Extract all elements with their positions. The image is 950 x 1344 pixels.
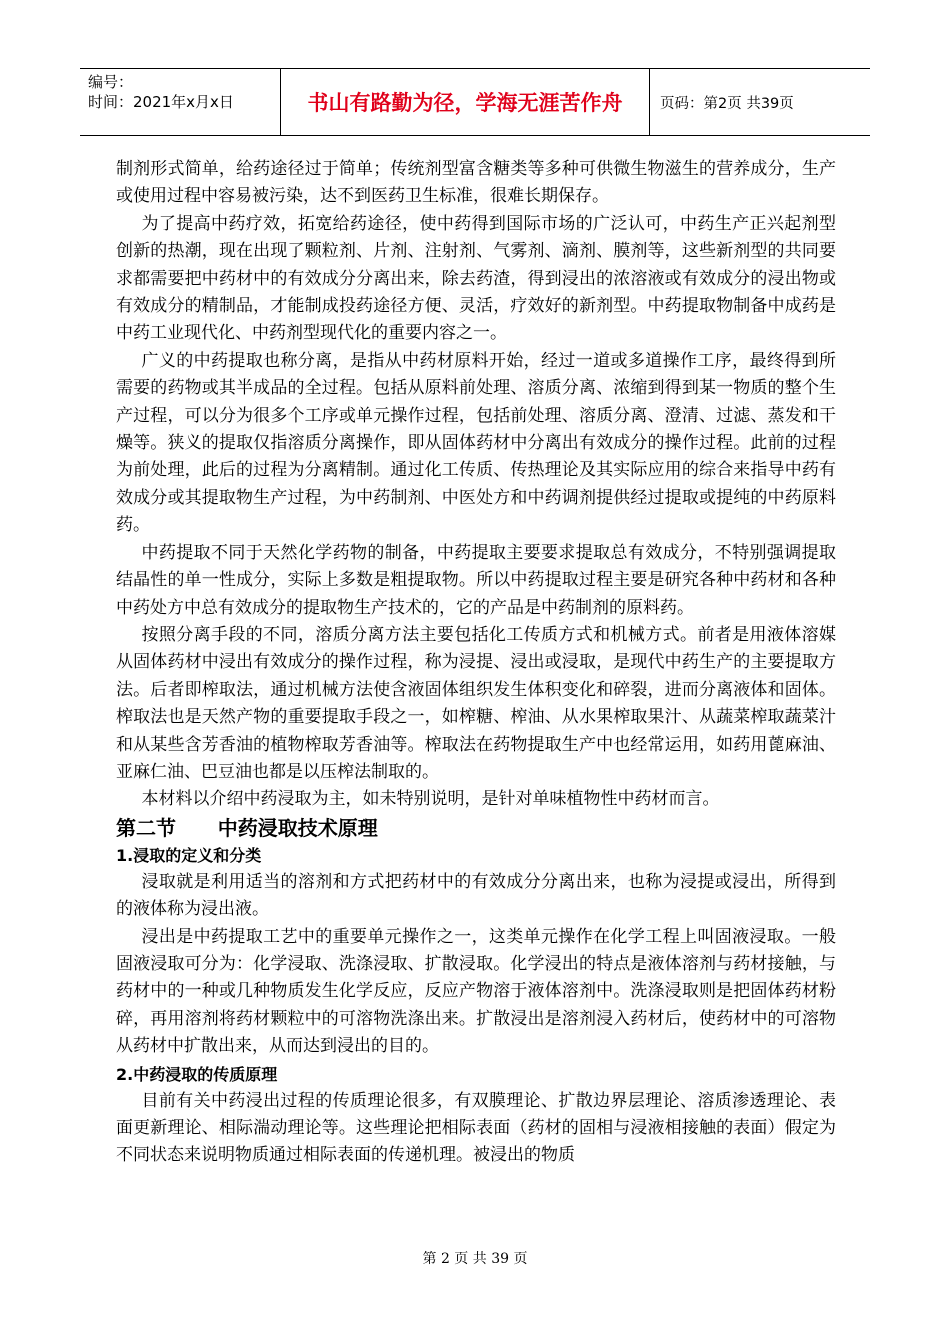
- header-motto: 书山有路勤为径，学海无涯苦作舟: [280, 69, 650, 135]
- subsection-heading: 2.中药浸取的传质原理: [116, 1064, 278, 1084]
- paragraph: 广义的中药提取也称分离，是指从中药材原料开始，经过一道或多道操作工序，最终得到所需要的药物或其半成品的全过程。包括从原料前处理、溶质分离、浓缩到得到某一物质的整个生产过程，可以分为很多个工序或单元操作过程，包括前处理、溶质分离、澄清、过滤、蒸发和干燥等。狭义的提取仅指溶质分离操作，即从固体药材中分离出有效成分的操作过程。此前的过程为前处理，此后的过程为分离精制。通过化工传质、传热理论及其实际应用的综合来指导中药有效成分或其提取物生产过程，为中药制剂、中医处方和中药调剂提供经过提取或提纯的中药原料药。: [116, 350, 836, 536]
- paragraph: 制剂形式简单，给药途径过于简单；传统剂型富含糖类等多种可供微生物滋生的营养成分，生产或使用过程中容易被污染，达不到医药卫生标准，很难长期保存。: [116, 159, 836, 207]
- header-page-info: 页码：第2页 共39页: [660, 95, 794, 112]
- paragraph: 目前有关中药浸出过程的传质理论很多，有双膜理论、扩散边界层理论、溶质渗透理论、表面更新理论、相际湍动理论等。这些理论把相际表面（药材的固相与浸液相接触的表面）假定为不同状态来说明物质通过相际表面的传递机理。被浸出的物质: [116, 1090, 836, 1166]
- page-header: [80, 68, 870, 136]
- page-footer: 第 2 页 共 39 页: [422, 1251, 528, 1267]
- paragraph: 中药提取不同于天然化学药物的制备，中药提取主要要求提取总有效成分，不特别强调提取结晶性的单一性成分，实际上多数是粗提取物。所以中药提取过程主要是研究各种中药材和各种中药处方中总有效成分的提取物生产技术的，它的产品是中药制剂的原料药。: [116, 542, 836, 618]
- paragraph: 浸出是中药提取工艺中的重要单元操作之一，这类单元操作在化学工程上叫固液浸取。一般固液浸取可分为：化学浸取、洗涤浸取、扩散浸取。化学浸出的特点是液体溶剂与药材接触，与药材中的一种或几种物质发生化学反应，反应产物溶于液体溶剂中。洗涤浸取则是把固体药材粉碎，再用溶剂将药材颗粒中的可溶物洗涤出来。扩散浸出是溶剂浸入药材后，使药材中的可溶物从药材中扩散出来，从而达到浸出的目的。: [116, 926, 836, 1057]
- document-body: [116, 156, 836, 1170]
- section-heading: 第二节 中药浸取技术原理: [116, 815, 378, 840]
- subsection-heading: 1.浸取的定义和分类: [116, 845, 262, 865]
- paragraph: 为了提高中药疗效，拓宽给药途径，使中药得到国际市场的广泛认可，中药生产正兴起剂型创新的热潮，现在出现了颗粒剂、片剂、注射剂、气雾剂、滴剂、膜剂等，这些新剂型的共同要求都需要把中药材中的有效成分分离出来，除去药渣，得到浸出的浓溶液或有效成分的浸出物或有效成分的精制品，才能制成投药途径方便、灵活，疗效好的新剂型。中药提取物制备中成药是中药工业现代化、中药剂型现代化的重要内容之一。: [116, 213, 836, 344]
- paragraph: 浸取就是利用适当的溶剂和方式把药材中的有效成分分离出来，也称为浸提或浸出，所得到的液体称为浸出液。: [116, 871, 836, 920]
- doc-number-label: 编号：: [88, 73, 134, 91]
- paragraph: 本材料以介绍中药浸取为主，如未特别说明，是针对单味植物性中药材而言。: [141, 789, 720, 810]
- header-meta: [80, 69, 280, 135]
- paragraph: 按照分离手段的不同，溶质分离方法主要包括化工传质方式和机械方式。前者是用液体溶媒从固体药材中浸出有效成分的操作过程，称为浸提、浸出或浸取，是现代中药生产的主要提取方法。后者即榨取法，通过机械方法使含液固体组织发生体积变化和碎裂，进而分离液体和固体。榨取法也是天然产物的重要提取手段之一，如榨糖、榨油、从水果榨取果汁、从蔬菜榨取蔬菜汁和从某些含芳香油的植物榨取芳香油等。榨取法在药物提取生产中也经常运用，如药用蓖麻油、亚麻仁油、巴豆油也都是以压榨法制取的。: [116, 624, 836, 782]
- doc-date-label: 时间：2021年x月x日: [88, 93, 234, 111]
